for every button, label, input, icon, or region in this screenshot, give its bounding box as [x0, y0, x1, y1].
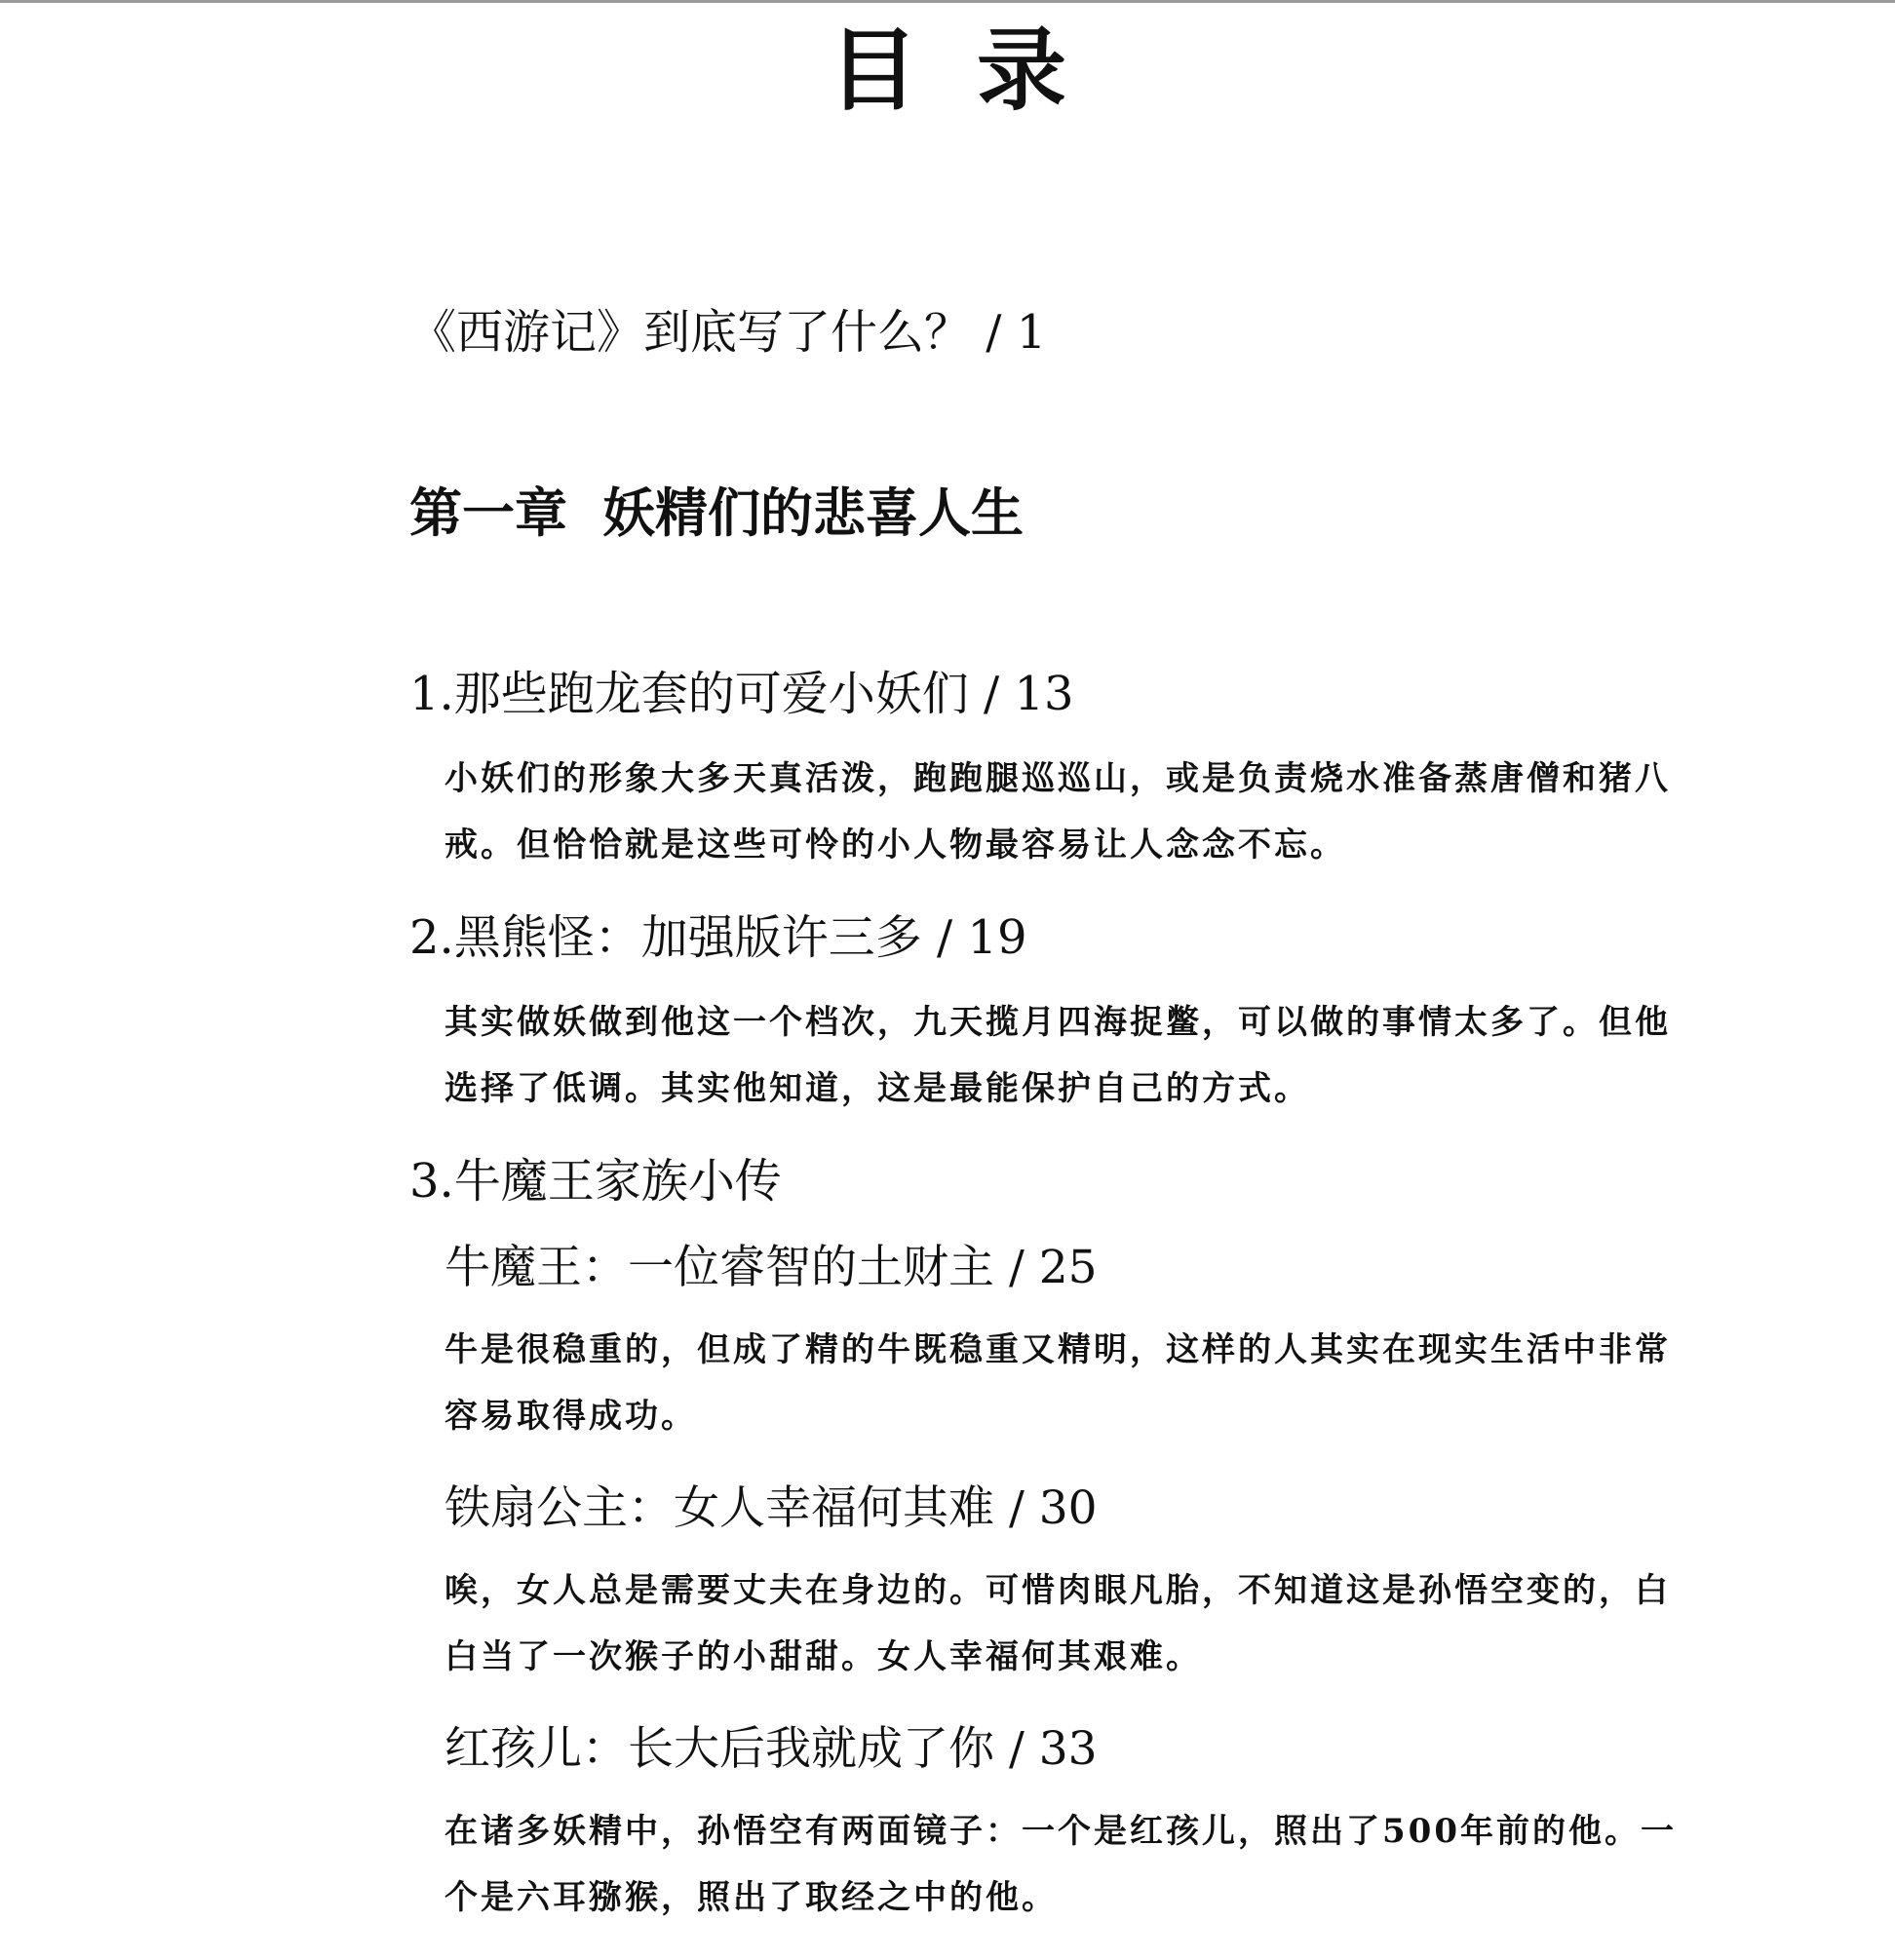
toc-entry-section-3[interactable]: 3.牛魔王家族小传 [409, 1154, 782, 1210]
table-of-contents [409, 302, 1696, 1960]
subsection-summary-niumowang: 牛是很稳重的，但成了精的牛既稳重又精明，这样的人其实在现实生活中非常容易取得成功。 [445, 1329, 1671, 1436]
chapter-title: 妖精们的悲喜人生 [602, 482, 1024, 545]
subsection-summary-tieshan: 唉，女人总是需要丈夫在身边的。可惜肉眼凡胎，不知道这是孙悟空变的，白白当了一次猴子的小甜甜。女人幸福何其艰难。 [445, 1570, 1671, 1676]
chapter-heading [409, 480, 1696, 548]
toc-entry-intro[interactable]: 《西游记》到底写了什么？ / 1 [409, 305, 1047, 360]
subsection-summary-honghaier: 在诸多妖精中，孙悟空有两面镜子：一个是红孩儿，照出了500年前的他。一个是六耳猕猴，照出了取经之中的他。 [445, 1812, 1677, 1918]
toc-entry-section-2[interactable]: 2.黑熊怪：加强版许三多 / 19 [409, 909, 1027, 965]
toc-entry-section-1[interactable]: 1.那些跑龙套的可爱小妖们 / 13 [409, 666, 1074, 721]
section-summary-1: 小妖们的形象大多天真活泼，跑跑腿巡巡山，或是负责烧水准备蒸唐僧和猪八戒。但恰恰就是这些可怜的小人物最容易让人念念不忘。 [445, 758, 1671, 865]
section-summary-2: 其实做妖做到他这一个档次，九天揽月四海捉鳖，可以做的事情太多了。但他选择了低调。其实他知道，这是最能保护自己的方式。 [445, 1003, 1671, 1109]
toc-entry-subsection-niumowang[interactable]: 牛魔王：一位睿智的土财主 / 25 [445, 1240, 1098, 1294]
toc-entry-subsection-honghaier[interactable]: 红孩儿：长大后我就成了你 / 33 [445, 1721, 1098, 1776]
chapter-label: 第一章 [409, 482, 567, 545]
page-top-border [0, 0, 1895, 3]
page-title: 目录 [828, 19, 1125, 123]
toc-entry-subsection-tieshan[interactable]: 铁扇公主：女人幸福何其难 / 30 [445, 1480, 1098, 1535]
